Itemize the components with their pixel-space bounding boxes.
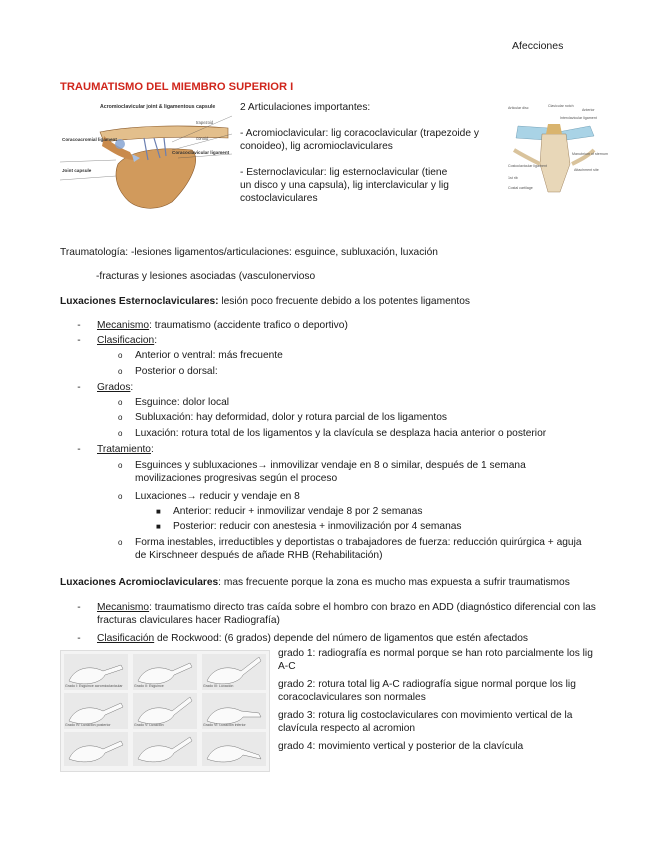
esterno-mecanismo <box>97 320 348 333</box>
acromio-clasif-label: Clasificación <box>97 633 155 644</box>
acromio-grado-3: grado 3: rotura lig costoclaviculares con movimiento vertical de la clavícula respecto al acromion <box>278 710 573 734</box>
bullet-dash: - <box>77 320 81 331</box>
fig2-label-4: Interclavicular ligament <box>560 116 597 120</box>
sternoclavicular-figure <box>508 104 608 196</box>
esterno-heading: Luxaciones Esternoclaviculares: <box>60 296 219 307</box>
rockwood-caption-6: Grado VI: Luxación inferior <box>203 723 246 727</box>
bullet-circle: o <box>118 398 123 407</box>
acromioclavicular-figure <box>60 102 232 214</box>
esterno-trat-sub-1: Anterior: reducir + inmovilizar vendaje 8 por 2 semanas <box>173 506 423 517</box>
esterno-clasif-item-1: Anterior o ventral: más frecuente <box>135 350 283 361</box>
intro-heading: 2 Articulaciones importantes: <box>240 102 371 113</box>
esterno-heading-rest: lesión poco frecuente debido a los potentes ligamentos <box>218 296 471 307</box>
bullet-dash: - <box>77 444 81 455</box>
rockwood-caption-4: Grado IV: Luxación posterior <box>65 723 111 727</box>
bullet-circle: o <box>118 351 123 360</box>
rockwood-figure <box>60 650 270 772</box>
esterno-trat-item-1: Esguinces y subluxaciones→ inmovilizar vendaje en 8 o similar, después de 1 semana movilizaciones progresivas según el proceso <box>135 460 526 484</box>
esterno-mecanismo-text: : traumatismo (accidente trafico o deportivo) <box>149 320 348 331</box>
acromio-mecanismo <box>97 602 597 628</box>
esterno-grados-label: Grados <box>97 382 131 393</box>
esterno-clasificacion: Clasificacion: <box>97 335 158 346</box>
bullet-square: ■ <box>156 522 161 531</box>
bullet-dash: - <box>77 602 81 613</box>
fig1-label-6: Joint capsule <box>62 168 92 173</box>
bullet-circle: o <box>118 461 123 470</box>
esterno-clasif-label: Clasificacion <box>97 335 155 346</box>
esterno-trat-item-3: Forma inestables, irreductibles y deportistas o trabajadores de fuerza: reducción quirúrgica + aguja de Kirschneer después de añade RHB (Rehabilitación) <box>135 537 582 561</box>
fig2-label-7: Attachment site <box>574 168 599 172</box>
fig1-label-2: trapezoid <box>196 120 214 125</box>
fig2-label-9: Costal cartilage <box>508 186 533 190</box>
esterno-heading-line <box>60 296 470 309</box>
bullet-dash: - <box>77 633 81 644</box>
rockwood-caption-3: Grado III: Luxación <box>203 684 234 688</box>
fig2-label-1: Articular disc <box>508 106 529 110</box>
bullet-dash: - <box>77 335 81 346</box>
bullet-circle: o <box>118 429 123 438</box>
page-header: Afecciones <box>512 40 564 52</box>
acromio-grado-1: grado 1: radiografía es normal porque se han roto parcialmente los lig A-C <box>278 648 593 672</box>
bullet-circle: o <box>118 538 123 547</box>
esterno-grado-item-2: Subluxación: hay deformidad, dolor y rotura parcial de los ligamentos <box>135 412 448 423</box>
intro-item-acromioclavicular: - Acromioclavicular: lig coracoclavicular (trapezoide y conoideo), lig acromioclaviculares <box>240 128 479 152</box>
esterno-trat-sub-2: Posterior: reducir con anestesia + inmovilización por 4 semanas <box>173 521 462 532</box>
bullet-square: ■ <box>156 507 161 516</box>
rockwood-caption-1: Grado I: Esguince acromioclavicular <box>65 684 123 688</box>
fig2-label-6: Manubrium of sternum <box>572 152 608 156</box>
rockwood-caption-2: Grado II: Esguince <box>134 684 164 688</box>
rockwood-caption-5: Grado V: Luxación <box>134 723 164 727</box>
bullet-dash: - <box>77 382 81 393</box>
esterno-mecanismo-label: Mecanismo <box>97 320 150 331</box>
fig2-label-3: Anterior <box>582 108 595 112</box>
esterno-trat-label: Tratamiento <box>97 444 151 455</box>
esterno-grados: Grados: <box>97 382 134 393</box>
fig2-label-5: Costoclavicular ligament <box>508 164 547 168</box>
acromio-heading-line <box>60 577 570 590</box>
acromioclavicular-illustration <box>60 102 232 214</box>
acromio-clasificacion <box>97 633 528 646</box>
traumatologia-line-2: -fracturas y lesiones asociadas (vasculonervioso <box>96 271 316 282</box>
esterno-grado-item-1: Esguince: dolor local <box>135 397 230 408</box>
fig1-label-4: Coracoacromial ligament <box>62 137 117 142</box>
rockwood-illustration <box>61 651 269 771</box>
acromio-mecanismo-label: Mecanismo <box>97 602 150 613</box>
acromio-heading: Luxaciones Acromioclaviculares <box>60 577 219 588</box>
esterno-trat-item-2: Luxaciones→ reducir y vendaje en 8 <box>135 491 300 502</box>
esterno-grado-item-3: Luxación: rotura total de los ligamentos y la clavícula se desplaza hacia anterior o posterior <box>135 428 547 439</box>
fig1-label-3: conoid <box>196 136 209 141</box>
acromio-heading-rest: : mas frecuente porque la zona es mucho mas expuesta a sufrir traumatismos <box>218 577 570 588</box>
bullet-circle: o <box>118 492 123 501</box>
bullet-circle: o <box>118 413 123 422</box>
esterno-clasif-item-2: Posterior o dorsal: <box>135 366 218 377</box>
fig1-label-5: Coracoclavicular ligament <box>172 150 230 155</box>
esterno-tratamiento: Tratamiento: <box>97 444 154 455</box>
acromio-clasif-text: de Rockwood: (6 grados) depende del número de ligamentos que estén afectados <box>154 633 528 644</box>
fig2-label-2: Clavicular notch <box>548 104 574 108</box>
page-title: TRAUMATISMO DEL MIEMBRO SUPERIOR I <box>60 81 294 93</box>
acromio-grado-2: grado 2: rotura total lig A-C radiografía sigue normal porque los lig coracoclaviculares son normales <box>278 679 576 703</box>
acromio-grado-4: grado 4: movimiento vertical y posterior de la clavícula <box>278 741 524 752</box>
fig2-label-8: 1st rib <box>508 176 518 180</box>
bullet-circle: o <box>118 367 123 376</box>
intro-item-esternoclavicular: - Esternoclavicular: lig esternoclavicular (tiene un disco y una capsula), lig interclavicular y lig costoclaviculares <box>240 167 449 204</box>
traumatologia-line-1: Traumatología: -lesiones ligamentos/articulaciones: esguince, subluxación, luxación <box>60 247 438 258</box>
fig1-label-1: Acromioclavicular joint & ligamentous capsule <box>100 104 216 110</box>
acromio-mecanismo-text: : traumatismo directo tras caída sobre el hombro con brazo en ADD (diagnóstico diferencial con las fracturas claviculares hacer Radiografía) <box>97 602 596 626</box>
